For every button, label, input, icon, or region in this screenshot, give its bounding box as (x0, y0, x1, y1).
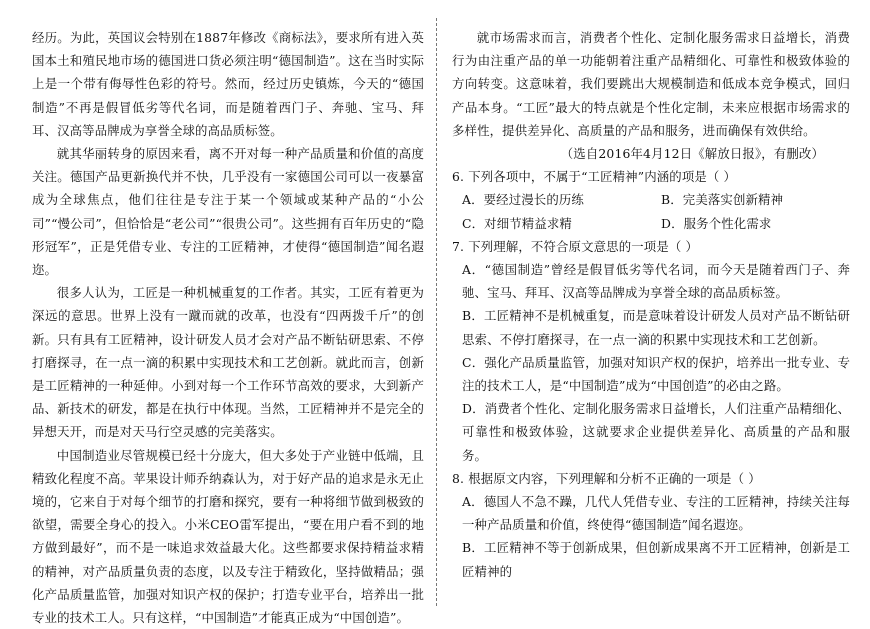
question-7-option-b[interactable]: B．工匠精神不是机械重复，而是意味着设计研发人员对产品不断钻研思索、不停打磨探寻，在一点一滴的积累中实现技术和工艺创新。 (462, 308, 850, 347)
column-divider (436, 18, 437, 606)
passage-source: （选自2016年4月12日《解放日报》，有删改） (560, 146, 824, 162)
question-7-option-c[interactable]: C．强化产品质量监管，加强对知识产权的保护，培养出一批专业、专注的技术工人，是“中国制造”成为“中国创造”的必由之路。 (462, 354, 850, 394)
question-6-option-d[interactable]: D．服务个性化需求 (661, 215, 772, 231)
question-8-option-a[interactable]: A．德国人不急不躁，几代人凭借专业、专注的工匠精神，持续关注每一种产品质量和价值，终使得“德国制造”闻名遐迩。 (462, 494, 850, 533)
passage-right-column (452, 26, 850, 606)
passage-paragraph-2: 就其华丽转身的原因来看，离不开对每一种产品质量和价值的高度关注。德国产品更新换代并不快，几乎没有一家德国公司可以一夜暴富成为全球焦点，他们往往是专注于某一个领域或某种产品的“小公司”“慢公司”，但恰恰是“老公司”“很贵公司”。这些拥有百年历史的“隐形冠军”，正是凭借专业、专注的工匠精神，才使得“德国制造”闻名遐迩。 (32, 146, 424, 278)
question-7-stem: 7. 下列理解，不符合原文意思的一项是（ ） (452, 238, 699, 254)
passage-paragraph-4: 中国制造业尽管规模已经十分庞大，但大多处于产业链中低端，且精致化程度不高。苹果设计师乔纳森认为，对于好产品的追求是永无止境的，它来自于对每个细节的打磨和探究，要有一种将细节做到极致的欲望，需要全身心的投入。小米CEO雷军提出，“要在用户看不到的地方做到最好”，而不是一味追求效益最大化。这些都要求保持精益求精的精神，对产品质量负责的态度，以及专注于精致化，坚持做精品；强化产品质量监管，加强对知识产权的保护；打造专业平台，培养出一批专业的技术工人。只有这样，“中国制造”才能真正成为“中国创造”。 (32, 447, 424, 626)
passage-left-column (32, 26, 424, 626)
question-7-option-d[interactable]: D．消费者个性化、定制化服务需求日益增长，人们注重产品精细化、可靠性和极致体验，这就要求企业提供差异化、高质量的产品和服务。 (462, 401, 850, 463)
passage-paragraph-5: 就市场需求而言，消费者个性化、定制化服务需求日益增长，消费行为由注重产品的单一功能朝着注重产品精细化、可靠性和极致体验的方向转变。这意味着，我们要跳出大规模制造和低成本竞争模式，回归产品本身。“工匠”最大的特点就是个性化定制，未来应根据市场需求的多样性，提供差异化、高质量的产品和服务，进而确保有效供给。 (452, 30, 850, 138)
question-7-option-a[interactable]: A．“德国制造”曾经是假冒低劣等代名词，而今天是随着西门子、奔驰、宝马、拜耳、汉高等品牌成为享誉全球的高品质标签。 (462, 262, 850, 301)
question-6-options-row-1 (452, 188, 850, 211)
question-6-option-c[interactable]: C．对细节精益求精 (462, 215, 572, 231)
passage-paragraph-3: 很多人认为，工匠是一种机械重复的工作者。其实，工匠有着更为深远的意思。世界上没有一蹴而就的改革，也没有“四两拨千斤”的创新。只有具有工匠精神，设计研发人员才会对产品不断钻研思索、不停打磨探寻，在一点一滴的积累中实现技术和工艺创新。就此而言，创新是工匠精神的一种延伸。小到对每一个工作环节高效的要求，大到新产品、新技术的研发，都是在执行中体现。当然，工匠精神并不是完全的异想天开，而是对天马行空灵感的完美落实。 (32, 285, 424, 440)
question-6-option-a[interactable]: A．要经过漫长的历练 (462, 192, 584, 208)
question-8-stem: 8. 根据原文内容，下列理解和分析不正确的一项是（ ） (452, 470, 761, 486)
question-6-stem: 6. 下列各项中，不属于“工匠精神”内涵的项是（ ） (452, 169, 737, 185)
question-8-option-b[interactable]: B．工匠精神不等于创新成果，但创新成果离不开工匠精神，创新是工匠精神的 (462, 540, 850, 579)
question-6-option-b[interactable]: B．完美落实创新精神 (661, 192, 784, 208)
passage-paragraph-1: 经历。为此，英国议会特别在1887年修改《商标法》，要求所有进入英国本土和殖民地市场的德国进口货必须注明“德国制造”。这在当时实际上是一个带有侮辱性色彩的符号。然而，经过历史镇炼，今天的“德国制造”不再是假冒低劣等代名词，而是随着西门子、奔驰、宝马、拜耳、汉高等品牌成为享誉全球的高品质标签。 (32, 30, 424, 138)
question-6-options-row-2 (452, 212, 850, 235)
